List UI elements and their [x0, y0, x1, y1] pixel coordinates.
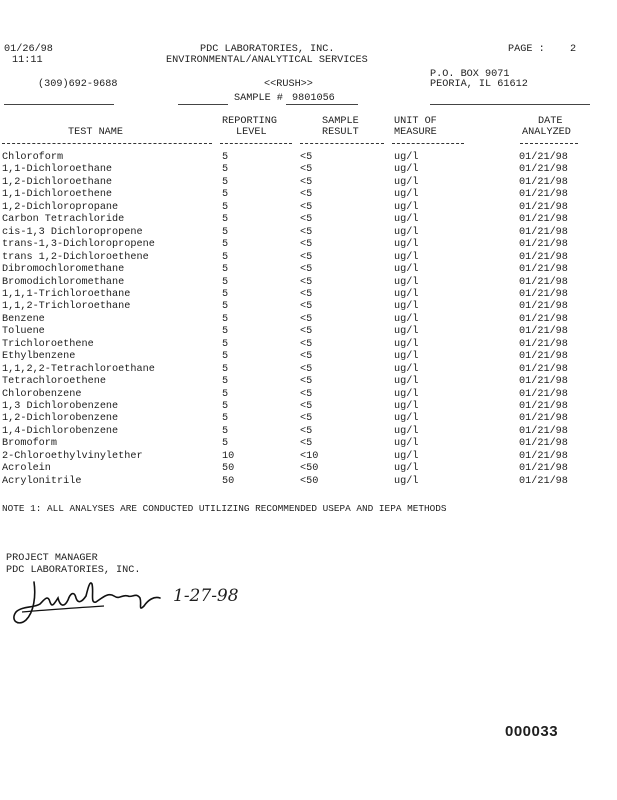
- sample-result-cell: <5: [300, 189, 313, 201]
- table-row: [0, 463, 617, 475]
- col-level-header-1: REPORTING: [222, 116, 278, 127]
- reporting-level-cell: 5: [222, 301, 229, 313]
- test-name-cell: Carbon Tetrachloride: [2, 214, 125, 226]
- test-name-cell: 1,1-Dichloroethene: [2, 189, 113, 201]
- city-address: PEORIA, IL 61612: [430, 79, 528, 90]
- reporting-level-cell: 5: [222, 189, 229, 201]
- date-analyzed-cell: 01/21/98: [519, 363, 568, 375]
- date-analyzed-cell: 01/21/98: [519, 413, 568, 425]
- test-name-cell: 1,1,1-Trichloroethane: [2, 288, 131, 300]
- col-result-rule: [300, 143, 384, 144]
- date-analyzed-cell: 01/21/98: [519, 276, 568, 288]
- unit-cell: ug/l: [394, 326, 419, 338]
- table-row: [0, 339, 617, 351]
- page-number: 2: [570, 44, 577, 55]
- test-name-cell: Acrolein: [2, 463, 51, 475]
- unit-cell: ug/l: [394, 239, 419, 251]
- date-analyzed-cell: 01/21/98: [519, 313, 568, 325]
- reporting-level-cell: 5: [222, 152, 229, 163]
- phone-number: (309)692-9688: [38, 79, 118, 90]
- col-unit-header-2: MEASURE: [394, 127, 437, 138]
- reporting-level-cell: 5: [222, 438, 229, 450]
- reporting-level-cell: 5: [222, 326, 229, 338]
- table-row: [0, 277, 617, 289]
- unit-cell: ug/l: [394, 164, 419, 176]
- table-row: [0, 351, 617, 363]
- test-name-cell: 1,1-Dichloroethane: [2, 164, 113, 176]
- reporting-level-cell: 5: [222, 363, 229, 375]
- test-name-cell: 1,2-Dichloroethane: [2, 176, 113, 188]
- sample-result-cell: <5: [300, 176, 313, 188]
- test-name-cell: Bromodichloromethane: [2, 276, 125, 288]
- sample-result-cell: <50: [300, 463, 319, 475]
- reporting-level-cell: 5: [222, 251, 229, 263]
- date-analyzed-cell: 01/21/98: [519, 251, 568, 263]
- sample-result-cell: <5: [300, 401, 313, 412]
- unit-cell: ug/l: [394, 276, 419, 288]
- date-analyzed-cell: 01/21/98: [519, 425, 568, 437]
- reporting-level-cell: 5: [222, 401, 229, 412]
- unit-cell: ug/l: [394, 401, 419, 412]
- col-level-rule: [220, 143, 292, 144]
- footer-company: PDC LABORATORIES, INC.: [6, 565, 141, 576]
- sample-result-cell: <5: [300, 413, 313, 425]
- signature-date: 1-27-98: [173, 586, 239, 606]
- table-row: [0, 289, 617, 301]
- test-name-cell: trans 1,2-Dichloroethene: [2, 251, 149, 263]
- reporting-level-cell: 5: [222, 425, 229, 437]
- table-row: [0, 264, 617, 276]
- document-number: 000033: [505, 723, 559, 740]
- sample-result-cell: <5: [300, 251, 313, 263]
- sample-result-cell: <5: [300, 388, 313, 400]
- test-name-cell: Ethylbenzene: [2, 351, 76, 363]
- unit-cell: ug/l: [394, 176, 419, 188]
- sample-result-cell: <5: [300, 276, 313, 288]
- sample-underline: [286, 104, 358, 105]
- po-box: P.O. BOX 9071: [430, 69, 510, 80]
- reporting-level-cell: 10: [222, 450, 235, 462]
- unit-cell: ug/l: [394, 251, 419, 263]
- test-name-cell: 1,4-Dichlorobenzene: [2, 425, 119, 437]
- unit-cell: ug/l: [394, 338, 419, 350]
- unit-cell: ug/l: [394, 450, 419, 462]
- date-analyzed-cell: 01/21/98: [519, 152, 568, 163]
- reporting-level-cell: 5: [222, 176, 229, 188]
- test-name-cell: Toluene: [2, 326, 45, 338]
- reporting-level-cell: 50: [222, 475, 235, 487]
- table-row: [0, 326, 617, 338]
- sample-result-cell: <5: [300, 152, 313, 163]
- report-time: 11:11: [12, 55, 43, 66]
- test-name-cell: Tetrachloroethene: [2, 376, 106, 388]
- table-row: [0, 252, 617, 264]
- unit-cell: ug/l: [394, 264, 419, 276]
- sample-result-cell: <5: [300, 351, 313, 363]
- report-date: 01/26/98: [4, 44, 53, 55]
- date-analyzed-cell: 01/21/98: [519, 401, 568, 412]
- table-row: [0, 202, 617, 214]
- reporting-level-cell: 5: [222, 214, 229, 226]
- test-name-cell: 1,2-Dichlorobenzene: [2, 413, 119, 425]
- unit-cell: ug/l: [394, 463, 419, 475]
- test-name-cell: Benzene: [2, 313, 45, 325]
- test-name-cell: Bromoform: [2, 438, 58, 450]
- col-result-header-2: RESULT: [322, 127, 359, 138]
- date-analyzed-cell: 01/21/98: [519, 438, 568, 450]
- date-analyzed-cell: 01/21/98: [519, 450, 568, 462]
- unit-cell: ug/l: [394, 388, 419, 400]
- unit-cell: ug/l: [394, 226, 419, 238]
- sample-result-cell: <5: [300, 338, 313, 350]
- sample-result-cell: <5: [300, 214, 313, 226]
- sample-result-cell: <10: [300, 450, 319, 462]
- table-row: [0, 389, 617, 401]
- date-analyzed-cell: 01/21/98: [519, 288, 568, 300]
- reporting-level-cell: 5: [222, 313, 229, 325]
- reporting-level-cell: 5: [222, 376, 229, 388]
- unit-cell: ug/l: [394, 201, 419, 213]
- sample-result-cell: <5: [300, 363, 313, 375]
- date-analyzed-cell: 01/21/98: [519, 176, 568, 188]
- reporting-level-cell: 5: [222, 164, 229, 176]
- page-label: PAGE :: [508, 44, 545, 55]
- date-analyzed-cell: 01/21/98: [519, 189, 568, 201]
- test-name-cell: Trichloroethene: [2, 338, 94, 350]
- reporting-level-cell: 5: [222, 338, 229, 350]
- date-analyzed-cell: 01/21/98: [519, 164, 568, 176]
- date-analyzed-cell: 01/21/98: [519, 201, 568, 213]
- col-unit-rule: [392, 143, 464, 144]
- unit-cell: ug/l: [394, 363, 419, 375]
- sample-number: 9801056: [292, 93, 335, 104]
- date-analyzed-cell: 01/21/98: [519, 338, 568, 350]
- sample-result-cell: <5: [300, 239, 313, 251]
- table-row: [0, 376, 617, 388]
- sample-result-cell: <5: [300, 376, 313, 388]
- unit-cell: ug/l: [394, 189, 419, 201]
- date-analyzed-cell: 01/21/98: [519, 388, 568, 400]
- test-name-cell: 1,3 Dichlorobenzene: [2, 401, 119, 412]
- table-row: [0, 401, 617, 413]
- header-rule-left: [4, 104, 114, 105]
- test-name-cell: Acrylonitrile: [2, 475, 82, 487]
- unit-cell: ug/l: [394, 438, 419, 450]
- unit-cell: ug/l: [394, 301, 419, 313]
- test-name-cell: cis-1,3 Dichloropropene: [2, 226, 143, 238]
- sample-result-cell: <5: [300, 164, 313, 176]
- date-analyzed-cell: 01/21/98: [519, 226, 568, 238]
- table-row: [0, 189, 617, 201]
- table-row: [0, 476, 617, 488]
- date-analyzed-cell: 01/21/98: [519, 475, 568, 487]
- unit-cell: ug/l: [394, 214, 419, 226]
- table-row: [0, 177, 617, 189]
- table-row: [0, 214, 617, 226]
- table-row: [0, 314, 617, 326]
- unit-cell: ug/l: [394, 413, 419, 425]
- unit-cell: ug/l: [394, 152, 419, 163]
- unit-cell: ug/l: [394, 475, 419, 487]
- sample-result-cell: <5: [300, 313, 313, 325]
- test-name-cell: 1,1,2-Trichloroethane: [2, 301, 131, 313]
- reporting-level-cell: 5: [222, 413, 229, 425]
- date-analyzed-cell: 01/21/98: [519, 214, 568, 226]
- table-row: [0, 451, 617, 463]
- reporting-level-cell: 5: [222, 388, 229, 400]
- unit-cell: ug/l: [394, 376, 419, 388]
- table-row: [0, 152, 617, 164]
- sample-result-cell: <5: [300, 201, 313, 213]
- sample-result-cell: <5: [300, 425, 313, 437]
- date-analyzed-cell: 01/21/98: [519, 326, 568, 338]
- unit-cell: ug/l: [394, 288, 419, 300]
- project-manager-label: PROJECT MANAGER: [6, 553, 98, 564]
- reporting-level-cell: 5: [222, 226, 229, 238]
- test-name-cell: 2-Chloroethylvinylether: [2, 450, 143, 462]
- col-date-header-2: ANALYZED: [522, 127, 571, 138]
- date-analyzed-cell: 01/21/98: [519, 376, 568, 388]
- header-rule-right: [430, 104, 590, 105]
- table-row: [0, 239, 617, 251]
- test-name-cell: Chlorobenzene: [2, 388, 82, 400]
- col-date-header-1: DATE: [538, 116, 563, 127]
- reporting-level-cell: 5: [222, 264, 229, 276]
- methods-note: NOTE 1: ALL ANALYSES ARE CONDUCTED UTILIZING RECOMMENDED USEPA AND IEPA METHODS: [2, 503, 447, 514]
- date-analyzed-cell: 01/21/98: [519, 351, 568, 363]
- table-row: [0, 301, 617, 313]
- sample-result-cell: <5: [300, 264, 313, 276]
- reporting-level-cell: 5: [222, 201, 229, 213]
- company-name: PDC LABORATORIES, INC.: [200, 44, 335, 55]
- reporting-level-cell: 5: [222, 239, 229, 251]
- col-level-header-2: LEVEL: [236, 127, 267, 138]
- sample-label: SAMPLE #: [234, 93, 283, 104]
- table-row: [0, 426, 617, 438]
- test-name-cell: Dibromochloromethane: [2, 264, 125, 276]
- sample-result-cell: <5: [300, 301, 313, 313]
- sample-result-cell: <5: [300, 288, 313, 300]
- table-row: [0, 227, 617, 239]
- date-analyzed-cell: 01/21/98: [519, 239, 568, 251]
- table-row: [0, 364, 617, 376]
- col-name-header: TEST NAME: [68, 127, 124, 138]
- test-name-cell: 1,2-Dichloropropane: [2, 201, 119, 213]
- col-unit-header-1: UNIT OF: [394, 116, 437, 127]
- col-name-rule: [2, 143, 212, 144]
- table-row: [0, 438, 617, 450]
- col-date-rule: [520, 143, 578, 144]
- unit-cell: ug/l: [394, 425, 419, 437]
- division-name: ENVIRONMENTAL/ANALYTICAL SERVICES: [166, 55, 368, 66]
- reporting-level-cell: 5: [222, 288, 229, 300]
- date-analyzed-cell: 01/21/98: [519, 301, 568, 313]
- signature-image: [4, 572, 169, 632]
- date-analyzed-cell: 01/21/98: [519, 264, 568, 276]
- test-name-cell: Chloroform: [2, 152, 64, 163]
- reporting-level-cell: 5: [222, 276, 229, 288]
- test-name-cell: trans-1,3-Dichloropropene: [2, 239, 155, 251]
- table-row: [0, 413, 617, 425]
- sample-result-cell: <50: [300, 475, 319, 487]
- header-rule-mid: [178, 104, 228, 105]
- sample-result-cell: <5: [300, 226, 313, 238]
- col-result-header-1: SAMPLE: [322, 116, 359, 127]
- rush-flag: <<RUSH>>: [264, 79, 313, 90]
- date-analyzed-cell: 01/21/98: [519, 463, 568, 475]
- sample-result-cell: <5: [300, 438, 313, 450]
- unit-cell: ug/l: [394, 351, 419, 363]
- reporting-level-cell: 50: [222, 463, 235, 475]
- table-row: [0, 164, 617, 176]
- test-name-cell: 1,1,2,2-Tetrachloroethane: [2, 363, 155, 375]
- sample-result-cell: <5: [300, 326, 313, 338]
- unit-cell: ug/l: [394, 313, 419, 325]
- reporting-level-cell: 5: [222, 351, 229, 363]
